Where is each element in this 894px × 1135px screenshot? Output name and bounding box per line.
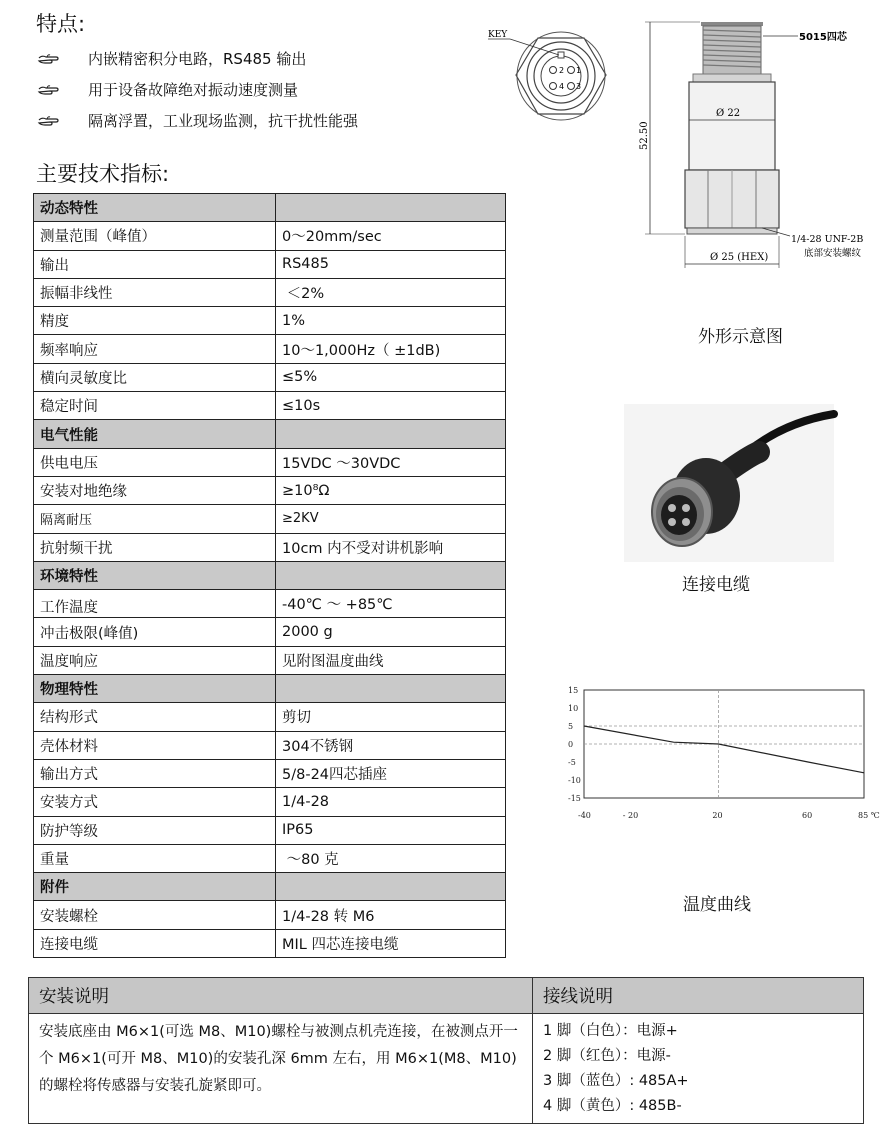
install-header: 安装说明 <box>29 978 533 1014</box>
spec-table <box>33 193 506 958</box>
table-row <box>34 278 506 306</box>
param-name: 连接电缆 <box>34 929 276 957</box>
feature-text: 内嵌精密积分电路，RS485 输出 <box>88 50 307 68</box>
param-name: 振幅非线性 <box>34 278 276 306</box>
section-name: 动态特性 <box>34 194 276 222</box>
param-value: IP65 <box>276 816 506 844</box>
table-row <box>34 363 506 391</box>
param-value: ≥10⁸Ω <box>276 476 506 504</box>
table-row <box>34 929 506 957</box>
table-row <box>34 476 506 504</box>
y-tick-label: -15 <box>568 794 581 803</box>
section-row-dynamic <box>34 194 506 222</box>
features-title: 特点: <box>36 12 86 36</box>
section-row-accessories <box>34 873 506 901</box>
y-tick-label: 5 <box>568 722 574 731</box>
param-value: 1/4-28 <box>276 788 506 816</box>
param-name: 工作温度 <box>34 590 276 618</box>
param-value: 1% <box>276 307 506 335</box>
table-row <box>34 816 506 844</box>
table-row <box>34 505 506 533</box>
table-row <box>34 392 506 420</box>
pointing-hand-icon <box>38 52 66 66</box>
outline-caption: 外形示意图 <box>698 327 783 347</box>
pin-label: 2 <box>559 66 565 75</box>
param-name: 输出方式 <box>34 759 276 787</box>
table-row <box>34 646 506 674</box>
feature-text: 用于设备故障绝对振动速度测量 <box>88 81 299 99</box>
param-name: 隔离耐压 <box>34 505 276 533</box>
table-row <box>34 448 506 476</box>
section-name: 附件 <box>34 873 276 901</box>
x-tick-label: -40 <box>578 811 591 820</box>
param-value: 剪切 <box>276 703 506 731</box>
table-row <box>34 731 506 759</box>
param-value: MIL 四芯连接电缆 <box>276 929 506 957</box>
param-value: 304不锈钢 <box>276 731 506 759</box>
param-value: 5/8-24四芯插座 <box>276 759 506 787</box>
param-value: ≤10s <box>276 392 506 420</box>
param-value: 2000 g <box>276 618 506 646</box>
y-tick-label: 0 <box>568 740 574 749</box>
section-row-physical <box>34 675 506 703</box>
install-text: 安装底座由 M6×1(可选 M8、M10)螺栓与被测点机壳连接，在被测点开一个 M6×1(可开 M8、M10)的安装孔深 6mm 左右，用 M6×1(M8、M10)的螺栓将传感器与安装孔旋紧即可。 <box>29 1014 533 1124</box>
pin-label: 3 <box>576 82 582 91</box>
param-value: 1/4-28 转 M6 <box>276 901 506 929</box>
wiring-line: 2 脚（红色）：电源- <box>543 1048 671 1064</box>
param-name: 冲击极限(峰值) <box>34 618 276 646</box>
param-name: 安装方式 <box>34 788 276 816</box>
param-value: 10cm 内不受对讲机影响 <box>276 533 506 561</box>
section-name: 电气性能 <box>34 420 276 448</box>
y-tick-label: 15 <box>568 686 579 695</box>
param-name: 精度 <box>34 307 276 335</box>
table-row <box>34 335 506 363</box>
section-row-environment <box>34 561 506 589</box>
param-name: 横向灵敏度比 <box>34 363 276 391</box>
feature-item <box>38 110 358 131</box>
section-row-electrical <box>34 420 506 448</box>
wiring-list <box>533 1014 864 1124</box>
param-name: 防护等级 <box>34 816 276 844</box>
param-value: -40℃ ～ +85℃ <box>276 590 506 618</box>
section-name: 环境特性 <box>34 561 276 589</box>
wiring-header: 接线说明 <box>533 978 864 1014</box>
table-row <box>34 590 506 618</box>
feature-item <box>38 48 306 69</box>
pointing-hand-icon <box>38 83 66 97</box>
param-name: 测量范围（峰值） <box>34 222 276 250</box>
param-value: 0～20mm/sec <box>276 222 506 250</box>
table-row <box>34 788 506 816</box>
spec-title: 主要技术指标: <box>36 162 170 186</box>
table-row <box>34 250 506 278</box>
param-value: ≥2KV <box>276 505 506 533</box>
connector-label: 5015四芯 <box>799 32 847 43</box>
y-tick-label: 10 <box>568 704 579 713</box>
pointing-hand-icon <box>38 114 66 128</box>
param-value: 10～1,000Hz（ ±1dB) <box>276 335 506 363</box>
y-tick-label: -5 <box>568 758 576 767</box>
wiring-line: 1 脚（白色）：电源+ <box>543 1023 678 1039</box>
thread-note: 底部安装螺纹 <box>804 248 862 259</box>
diameter-dimension: Ø 22 <box>716 108 741 119</box>
param-value: 15VDC ～30VDC <box>276 448 506 476</box>
param-name: 结构形式 <box>34 703 276 731</box>
table-row <box>34 307 506 335</box>
param-value: ～80 克 <box>276 844 506 872</box>
param-value: 见附图温度曲线 <box>276 646 506 674</box>
temperature-chart <box>554 680 880 830</box>
key-label: KEY <box>488 30 508 40</box>
sensor-side-view <box>639 22 863 268</box>
x-tick-label: 85 ℃ <box>858 811 880 820</box>
param-name: 安装对地绝缘 <box>34 476 276 504</box>
param-name: 抗射频干扰 <box>34 533 276 561</box>
pin-label: 4 <box>559 82 565 91</box>
chart-caption: 温度曲线 <box>683 895 751 915</box>
param-name: 温度响应 <box>34 646 276 674</box>
temperature-curve <box>584 726 864 773</box>
x-tick-label: 20 <box>712 811 723 820</box>
feature-item <box>38 79 298 100</box>
cable-photo <box>624 404 834 562</box>
y-tick-label: -10 <box>568 776 581 785</box>
thread-label: 1/4-28 UNF-2B <box>791 234 864 245</box>
height-dimension: 52.50 <box>639 121 650 150</box>
table-row <box>34 703 506 731</box>
x-tick-label: - 20 <box>622 811 639 820</box>
param-name: 重量 <box>34 844 276 872</box>
table-row <box>34 901 506 929</box>
pin-label: 1 <box>576 66 582 75</box>
param-value: ＜2% <box>276 278 506 306</box>
table-row <box>34 222 506 250</box>
param-value: RS485 <box>276 250 506 278</box>
instructions-table <box>28 977 864 1124</box>
param-name: 壳体材料 <box>34 731 276 759</box>
table-row <box>34 759 506 787</box>
cable-caption: 连接电缆 <box>682 575 750 595</box>
x-tick-label: 60 <box>802 811 813 820</box>
table-row <box>34 533 506 561</box>
feature-text: 隔离浮置，工业现场监测，抗干扰性能强 <box>88 112 359 130</box>
table-row <box>34 618 506 646</box>
param-name: 输出 <box>34 250 276 278</box>
param-value: ≤5% <box>276 363 506 391</box>
connector-front-view <box>488 30 606 120</box>
hex-dimension: Ø 25 (HEX) <box>710 252 769 263</box>
section-name: 物理特性 <box>34 675 276 703</box>
param-name: 安装螺栓 <box>34 901 276 929</box>
wiring-line: 3 脚（蓝色）: 485A+ <box>543 1073 689 1089</box>
table-row <box>34 844 506 872</box>
param-name: 频率响应 <box>34 335 276 363</box>
param-name: 供电电压 <box>34 448 276 476</box>
outline-drawing <box>480 10 880 270</box>
param-name: 稳定时间 <box>34 392 276 420</box>
wiring-line: 4 脚（黄色）: 485B- <box>543 1098 682 1114</box>
